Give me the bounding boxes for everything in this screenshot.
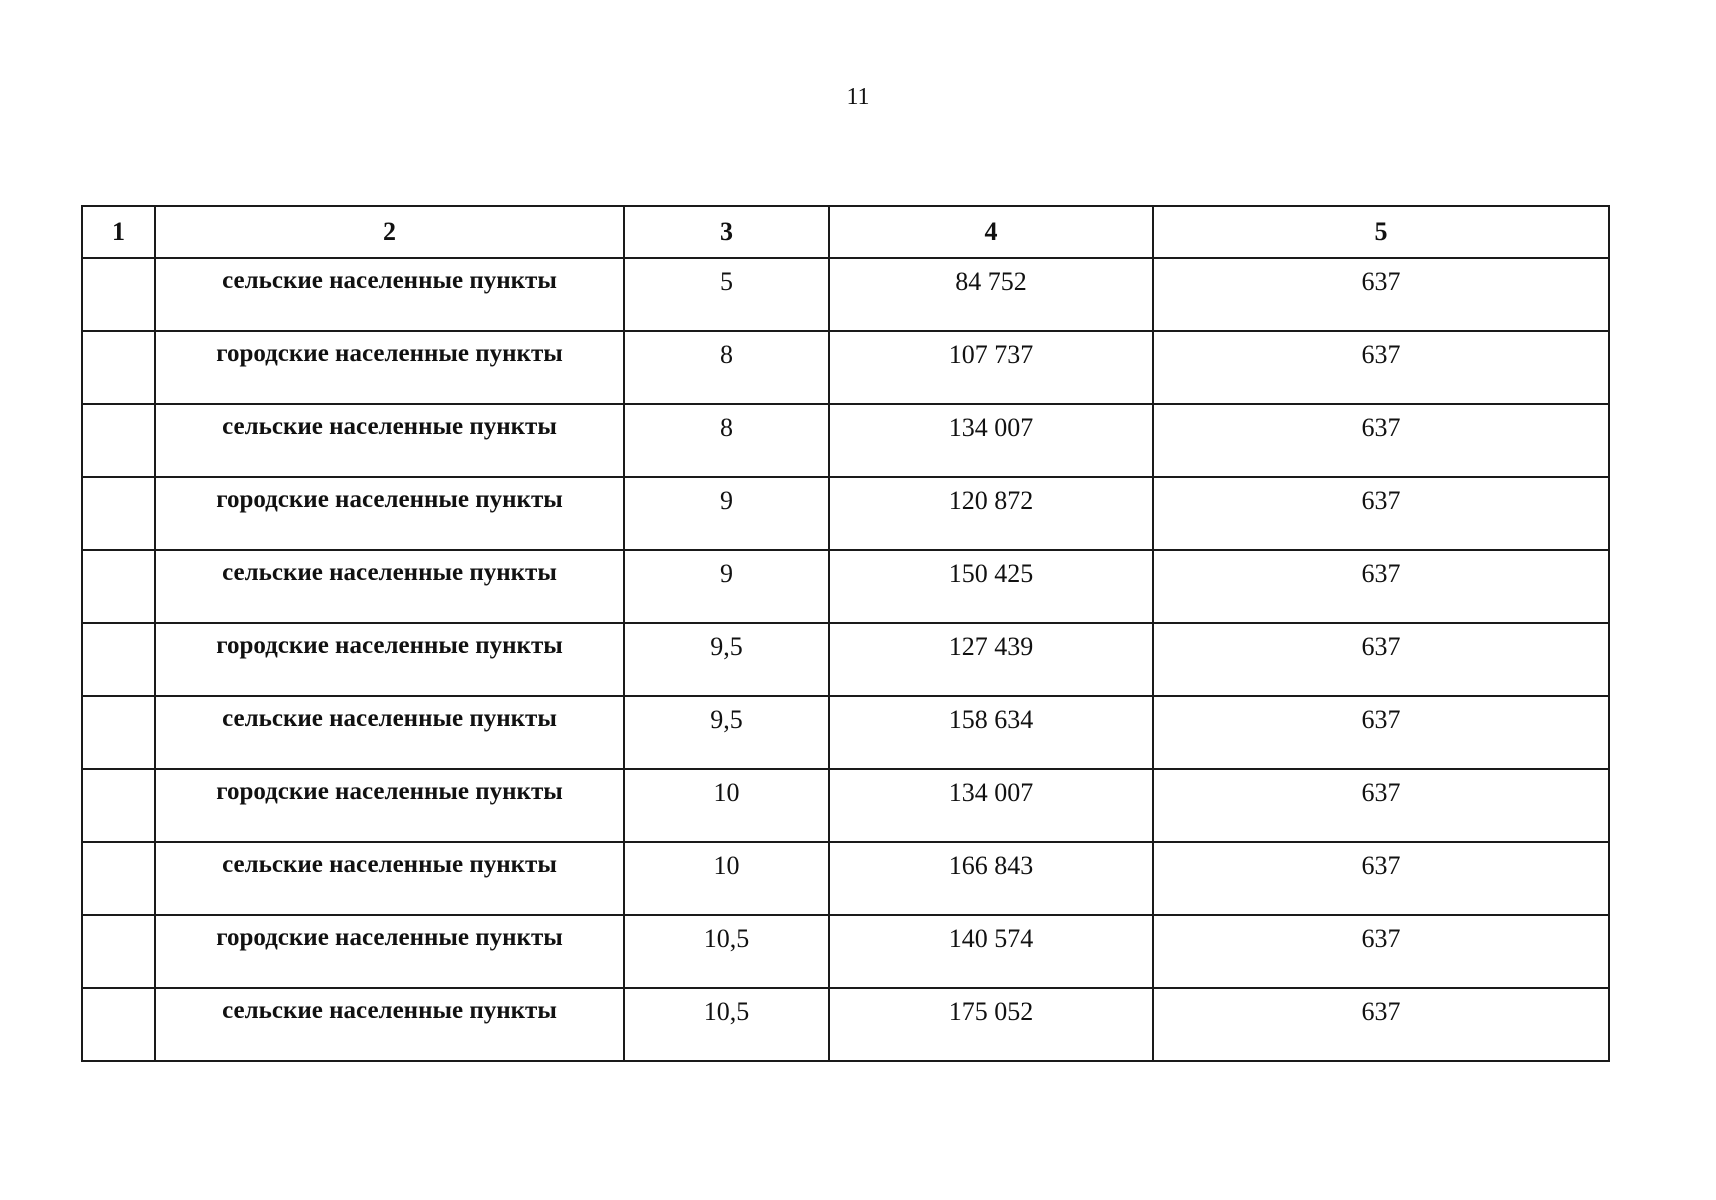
value-cell-5: 637 — [1153, 769, 1609, 842]
table-row — [82, 915, 1609, 988]
value-cell-3: 9 — [624, 477, 829, 550]
row-number-cell — [82, 404, 155, 477]
value-cell-3: 9 — [624, 550, 829, 623]
value-cell-5: 637 — [1153, 331, 1609, 404]
table-row — [82, 258, 1609, 331]
settlement-type-cell: городские населенные пункты — [155, 915, 624, 988]
value-cell-3: 10,5 — [624, 915, 829, 988]
settlement-type-cell: сельские населенные пункты — [155, 988, 624, 1061]
row-number-cell — [82, 258, 155, 331]
value-cell-3: 8 — [624, 404, 829, 477]
row-number-cell — [82, 842, 155, 915]
row-number-cell — [82, 915, 155, 988]
value-cell-3: 10,5 — [624, 988, 829, 1061]
column-header-3: 3 — [624, 206, 829, 258]
column-header-4: 4 — [829, 206, 1153, 258]
settlement-type-cell: сельские населенные пункты — [155, 696, 624, 769]
settlement-type-cell: сельские населенные пункты — [155, 258, 624, 331]
value-cell-4: 166 843 — [829, 842, 1153, 915]
table-row — [82, 550, 1609, 623]
value-cell-4: 107 737 — [829, 331, 1153, 404]
value-cell-3: 5 — [624, 258, 829, 331]
value-cell-3: 9,5 — [624, 623, 829, 696]
table-row — [82, 696, 1609, 769]
settlement-type-cell: сельские населенные пункты — [155, 842, 624, 915]
settlement-type-cell: городские населенные пункты — [155, 477, 624, 550]
value-cell-5: 637 — [1153, 915, 1609, 988]
settlement-type-cell: городские населенные пункты — [155, 331, 624, 404]
value-cell-4: 150 425 — [829, 550, 1153, 623]
value-cell-3: 8 — [624, 331, 829, 404]
row-number-cell — [82, 696, 155, 769]
value-cell-5: 637 — [1153, 550, 1609, 623]
table-row — [82, 769, 1609, 842]
settlement-type-cell: городские населенные пункты — [155, 623, 624, 696]
value-cell-4: 120 872 — [829, 477, 1153, 550]
value-cell-4: 134 007 — [829, 769, 1153, 842]
value-cell-5: 637 — [1153, 404, 1609, 477]
table-row — [82, 477, 1609, 550]
value-cell-5: 637 — [1153, 842, 1609, 915]
column-header-1: 1 — [82, 206, 155, 258]
value-cell-4: 140 574 — [829, 915, 1153, 988]
value-cell-4: 158 634 — [829, 696, 1153, 769]
column-header-5: 5 — [1153, 206, 1609, 258]
row-number-cell — [82, 623, 155, 696]
value-cell-5: 637 — [1153, 623, 1609, 696]
table-row — [82, 623, 1609, 696]
value-cell-5: 637 — [1153, 988, 1609, 1061]
value-cell-3: 10 — [624, 769, 829, 842]
row-number-cell — [82, 477, 155, 550]
table-row — [82, 331, 1609, 404]
value-cell-3: 9,5 — [624, 696, 829, 769]
settlement-type-cell: сельские населенные пункты — [155, 550, 624, 623]
page-number: 11 — [846, 84, 870, 110]
column-header-2: 2 — [155, 206, 624, 258]
settlement-type-cell: сельские населенные пункты — [155, 404, 624, 477]
settlement-type-cell: городские населенные пункты — [155, 769, 624, 842]
table-row — [82, 404, 1609, 477]
value-cell-4: 175 052 — [829, 988, 1153, 1061]
value-cell-5: 637 — [1153, 696, 1609, 769]
row-number-cell — [82, 550, 155, 623]
value-cell-3: 10 — [624, 842, 829, 915]
data-table — [81, 205, 1610, 1062]
header-row — [82, 206, 1609, 258]
row-number-cell — [82, 331, 155, 404]
value-cell-4: 134 007 — [829, 404, 1153, 477]
value-cell-4: 84 752 — [829, 258, 1153, 331]
row-number-cell — [82, 988, 155, 1061]
value-cell-5: 637 — [1153, 477, 1609, 550]
value-cell-5: 637 — [1153, 258, 1609, 331]
value-cell-4: 127 439 — [829, 623, 1153, 696]
row-number-cell — [82, 769, 155, 842]
table-row — [82, 988, 1609, 1061]
table-row — [82, 842, 1609, 915]
